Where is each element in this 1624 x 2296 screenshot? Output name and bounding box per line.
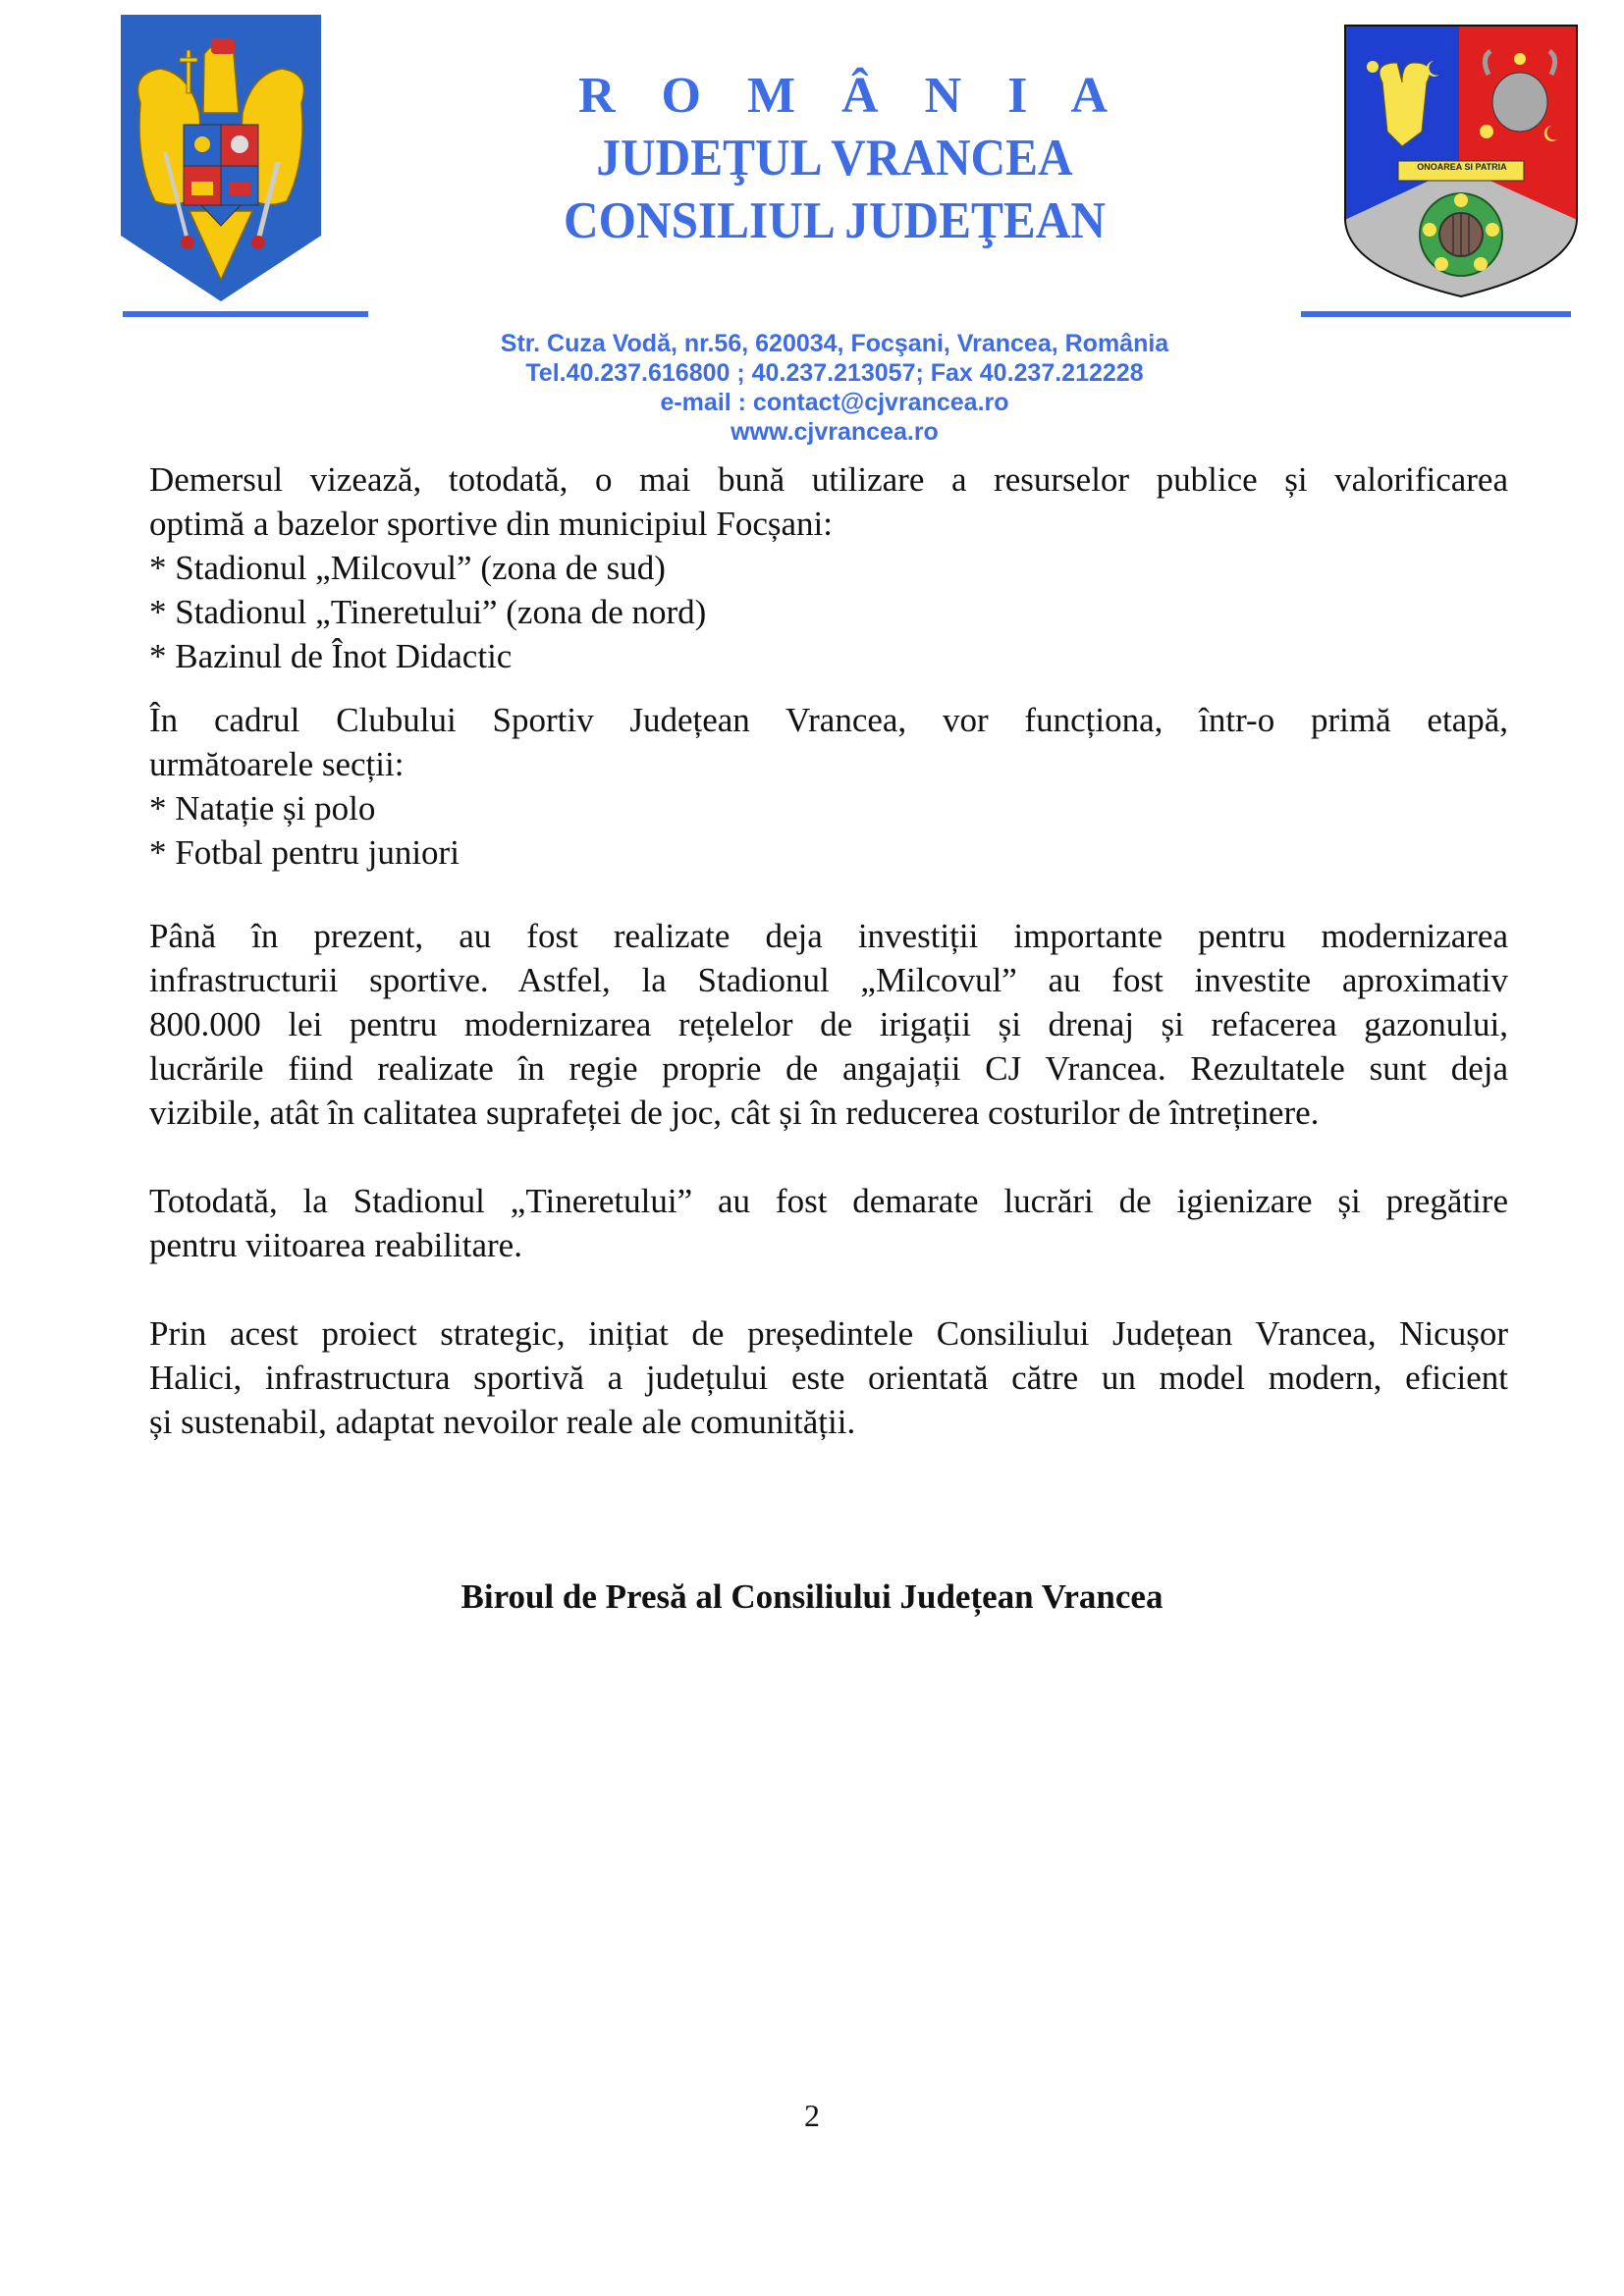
text-line: Prin acest proiect strategic, inițiat de președintele Consiliului Județean Vrancea, Nicușor [149, 1314, 1508, 1353]
paragraph-club-sections [149, 698, 1508, 875]
text-line: În cadrul Clubului Sportiv Județean Vrancea, vor funcționa, într-o primă etapă, [149, 701, 1508, 739]
text-line: Până în prezent, au fost realizate deja investiții importante pentru modernizarea [149, 917, 1508, 955]
list-item: * Stadionul „Tineretului” (zona de nord) [149, 593, 707, 631]
romania-coat-of-arms-icon [121, 15, 321, 301]
text-line: Totodată, la Stadionul „Tineretului” au fost demarate lucrări de igienizare și pregătire [149, 1182, 1508, 1220]
list-item: * Bazinul de Înot Didactic [149, 637, 513, 675]
header-rule-left [123, 311, 368, 317]
text-line: vizibile, atât în calitatea suprafeței de joc, cât și în reducerea costurilor de întreținere. [149, 1094, 1320, 1132]
paragraph-investments [149, 914, 1508, 1135]
list-item: * Natație și polo [149, 789, 376, 828]
list-item: * Fotbal pentru juniori [149, 833, 460, 872]
header-email[interactable]: e-mail : contact@cjvrancea.ro [660, 389, 1009, 416]
page-number: 2 [804, 2098, 820, 2133]
header-address: Str. Cuza Vodă, nr.56, 620034, Focşani, Vrancea, România [500, 330, 1169, 357]
paragraph-strategic-project [149, 1311, 1508, 1444]
text-line: lucrările fiind realizate în regie proprie de angajații CJ Vrancea. Rezultatele sunt deja [149, 1049, 1508, 1088]
text-line: infrastructurii sportive. Astfel, la Stadionul „Milcovul” au fost investite aproximativ [149, 961, 1508, 999]
header-institution: CONSILIUL JUDEŢEAN [564, 192, 1106, 249]
header-country: R O M Â N I A [577, 68, 1125, 124]
header-website[interactable]: www.cjvrancea.ro [731, 418, 939, 446]
header-phone: Tel.40.237.616800 ; 40.237.213057; Fax 40.237.212228 [525, 359, 1144, 387]
header-county: JUDEŢUL VRANCEA [596, 130, 1073, 187]
press-office-signature: Biroul de Presă al Consiliului Județean Vrancea [460, 1577, 1164, 1616]
text-line: 800.000 lei pentru modernizarea rețelelor de irigații și drenaj și refacerea gazonului, [149, 1005, 1508, 1043]
paragraph-sports-bases [149, 457, 1508, 678]
text-line: pentru viitoarea reabilitare. [149, 1226, 522, 1264]
text-line: următoarele secții: [149, 745, 405, 783]
text-line: Halici, infrastructura sportivă a județului este orientată către un model modern, eficient [149, 1359, 1508, 1397]
text-line: Demersul vizează, totodată, o mai bună utilizare a resurselor publice și valorificarea [149, 460, 1508, 499]
crest-motto: ONOAREA SI PATRIA [1417, 162, 1507, 172]
list-item: * Stadionul „Milcovul” (zona de sud) [149, 549, 666, 587]
text-line: optimă a bazelor sportive din municipiul Focșani: [149, 505, 833, 543]
text-line: și sustenabil, adaptat nevoilor reale ale comunității. [149, 1403, 856, 1441]
vrancea-county-coat-of-arms-icon [1343, 24, 1579, 298]
header-rule-right [1301, 311, 1571, 317]
paragraph-tineretului [149, 1179, 1508, 1267]
